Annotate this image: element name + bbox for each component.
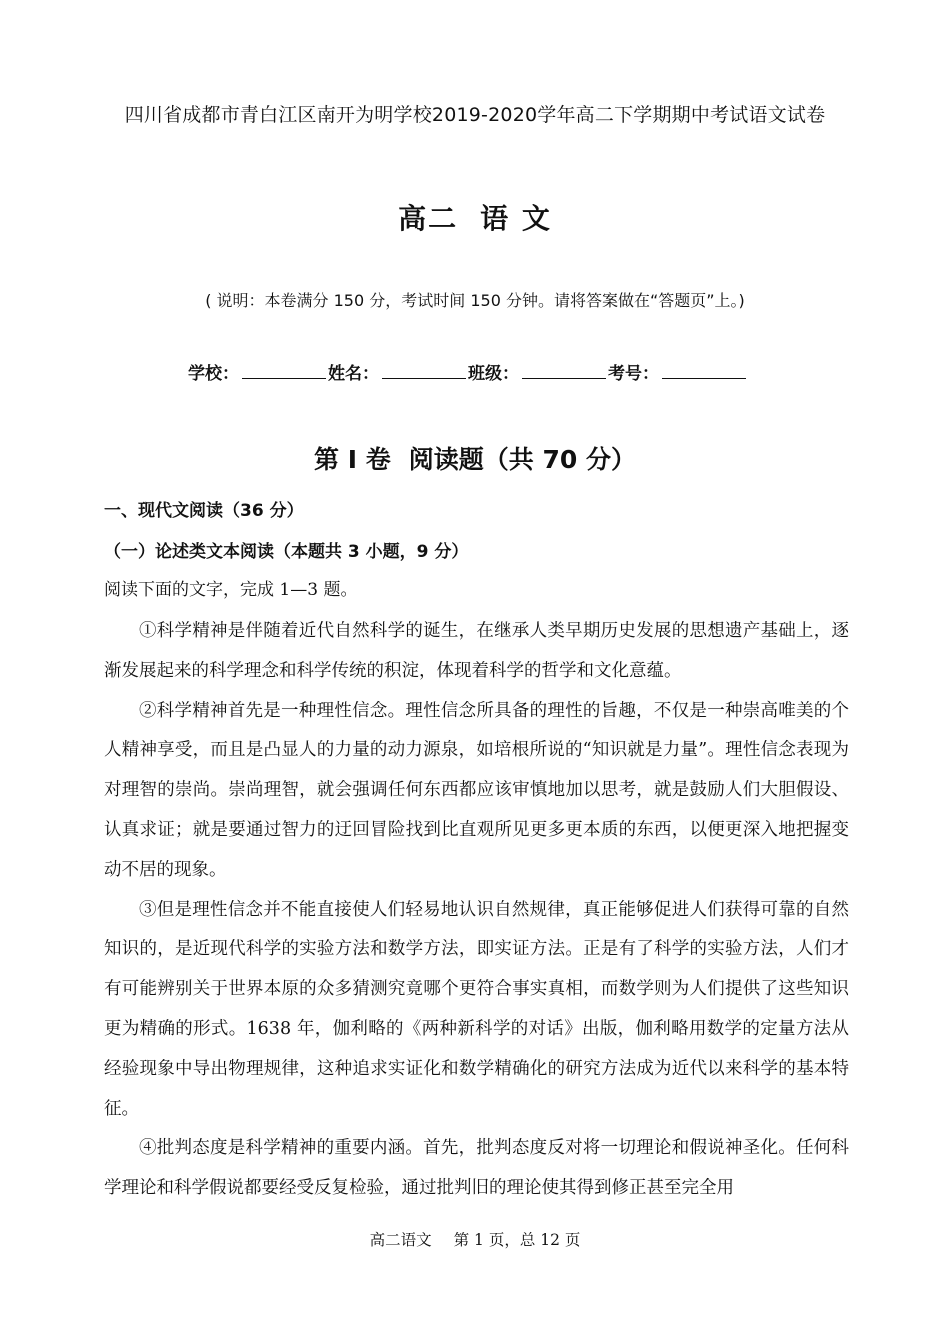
paragraph-2: ②科学精神首先是一种理性信念。理性信念所具备的理性的旨趣，不仅是一种崇高唯美的个人精神享受，而且是凸显人的力量的动力源泉，如培根所说的“知识就是力量”。理性信念表现为对理智的崇尚。崇尚理智，就会强调任何东西都应该审慎地加以思考，就是鼓励人们大胆假设、认真求证；就是要通过智力的迂回冒险找到比直观所见更多更本质的东西，以便更深入地把握变动不居的现象。	[104, 700, 849, 880]
class-blank	[522, 364, 606, 379]
reading-passage	[104, 612, 849, 1209]
footer-subject: 高二语文	[369, 1231, 432, 1249]
paragraph-1: ①科学精神是伴随着近代自然科学的诞生，在继承人类早期历史发展的思想遗产基础上，逐渐发展起来的科学理念和科学传统的积淀，体现着科学的哲学和文化意蕴。	[104, 621, 849, 681]
number-label: 考号：	[608, 364, 659, 384]
subsection-title: （一）论述类文本阅读（本题共 3 小题，9 分）	[104, 542, 469, 562]
paragraph-3: ③但是理性信念并不能直接使人们轻易地认识自然规律，真正能够促进人们获得可靠的自然知识的，是近现代科学的实验方法和数学方法，即实证方法。正是有了科学的实验方法，人们才有可能辨别关于世界本原的众多猜测究竟哪个更符合事实真相，而数学则为人们提供了这些知识更为精确的形式。1638 年，伽利略的《两种新科学的对话》出版，伽利略用数学的定量方法从经验现象中导出物理规律，这种追求实证化和数学精确化的研究方法成为近代以来科学的基本特征。	[104, 899, 849, 1119]
page-footer	[0, 1228, 950, 1250]
name-blank	[382, 364, 466, 379]
document-title: 四川省成都市青白江区南开为明学校2019-2020学年高二下学期期中考试语文试卷	[124, 104, 826, 126]
school-blank	[242, 364, 326, 379]
reading-instruction: 阅读下面的文字，完成 1—3 题。	[104, 580, 358, 600]
class-label: 班级：	[468, 364, 519, 384]
student-info-line	[188, 359, 748, 384]
exam-title	[0, 197, 950, 237]
exam-grade: 高二	[398, 202, 459, 235]
volume-name: 阅读题（共 70 分）	[408, 445, 636, 474]
exam-instructions: ( 说明：本卷满分 150 分，考试时间 150 分钟。请将答案做在“答题页”上。)	[205, 291, 745, 310]
volume-part: 第 I 卷	[314, 445, 391, 474]
school-label: 学校：	[188, 364, 239, 384]
exam-subject: 语 文	[480, 202, 552, 235]
name-label: 姓名：	[328, 364, 379, 384]
volume-title	[0, 440, 950, 476]
section-title: 一、现代文阅读（36 分）	[104, 501, 304, 521]
paragraph-4: ④批判态度是科学精神的重要内涵。首先，批判态度反对将一切理论和假说神圣化。任何科学理论和科学假说都要经受反复检验，通过批判旧的理论使其得到修正甚至完全用	[104, 1138, 849, 1199]
number-blank	[662, 364, 746, 379]
footer-page-number: 第 1 页，总 12 页	[453, 1231, 581, 1249]
